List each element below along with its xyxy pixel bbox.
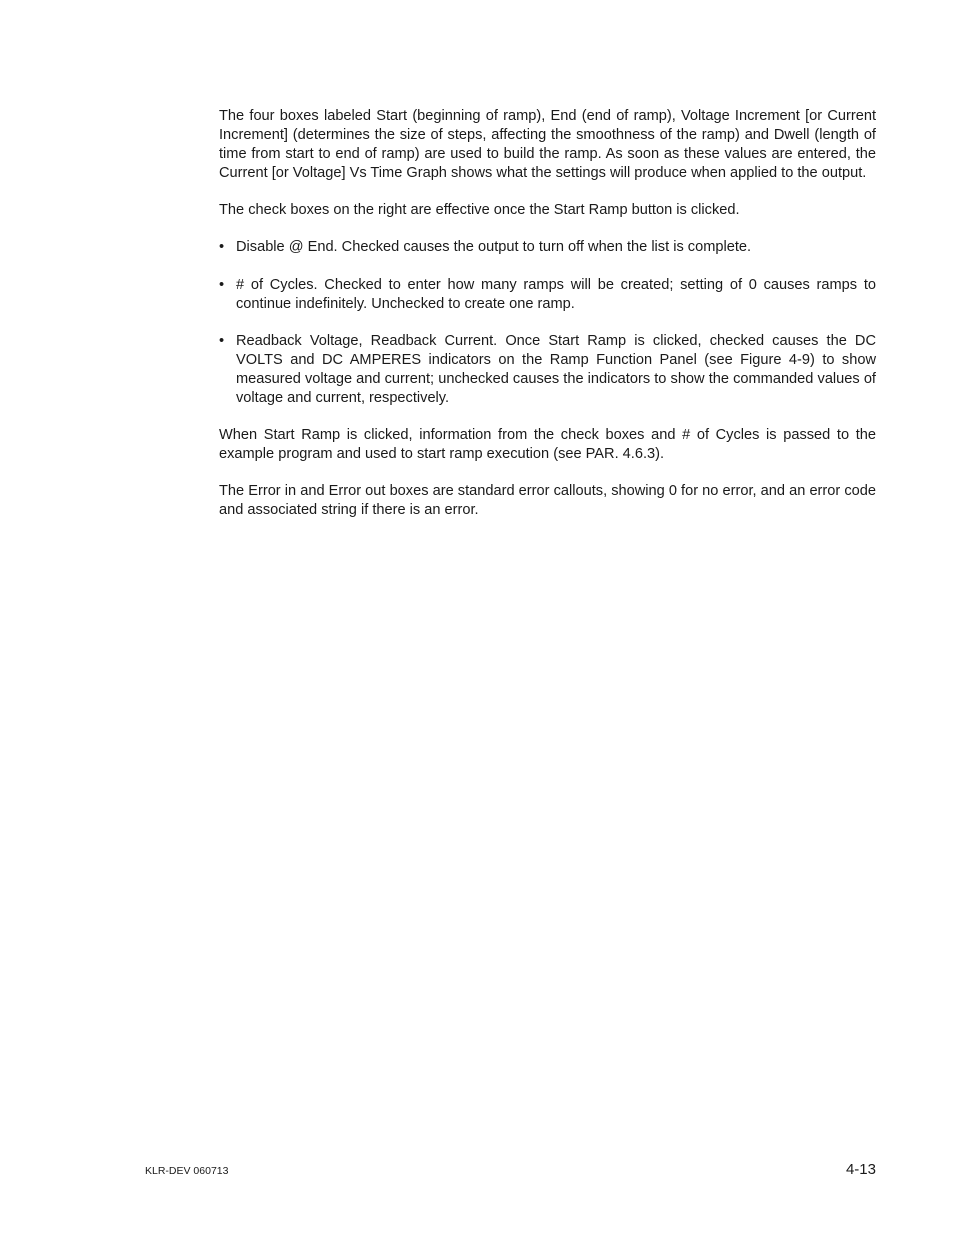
- bullet-icon: •: [219, 276, 225, 293]
- footer-doc-id: KLR-DEV 060713: [145, 1165, 229, 1177]
- paragraph-check-boxes: The check boxes on the right are effective once the Start Ramp button is clicked.: [219, 202, 740, 219]
- list-item-text: # of Cycles. Checked to enter how many ramps will be created; setting of 0 causes ramps to continue indefinitely. Unchecked to create one ramp.: [236, 276, 876, 312]
- options-list: [219, 238, 876, 407]
- list-item-num-cycles: [219, 276, 876, 314]
- list-item-text: Disable @ End. Checked causes the output to turn off when the list is complete.: [236, 239, 752, 256]
- bullet-icon: •: [219, 239, 225, 256]
- bullet-icon: •: [219, 332, 225, 349]
- list-item-readback: [219, 332, 876, 408]
- list-item-disable-at-end: [219, 238, 876, 257]
- footer-page-number: 4-13: [845, 1161, 876, 1178]
- paragraph-error-boxes: The Error in and Error out boxes are standard error callouts, showing 0 for no error, and an error code and associated string if there is an error.: [219, 483, 876, 518]
- paragraph-start-ramp: When Start Ramp is clicked, information from the check boxes and # of Cycles is passed to the example program and used to start ramp execution (see PAR. 4.6.3).: [219, 426, 876, 462]
- list-item-text: Readback Voltage, Readback Current. Once Start Ramp is clicked, checked causes the DC VOLTS and DC AMPERES indicators on the Ramp Function Panel (see Figure 4-9) to show measured voltage and current; unchecked causes the indicators to show the commanded values of voltage and current, respectively.: [236, 332, 876, 406]
- paragraph-ramp-boxes: The four boxes labeled Start (beginning of ramp), End (end of ramp), Voltage Increment [or Current Increment] (determines the size of steps, affecting the smoothness of the ramp) and Dwell (length of time from start to end of ramp) are used to build the ramp. As soon as these values are entered, the Current [or Voltage] Vs Time Graph shows what the settings will produce when applied to the output.: [219, 108, 876, 181]
- page-body: [219, 107, 876, 538]
